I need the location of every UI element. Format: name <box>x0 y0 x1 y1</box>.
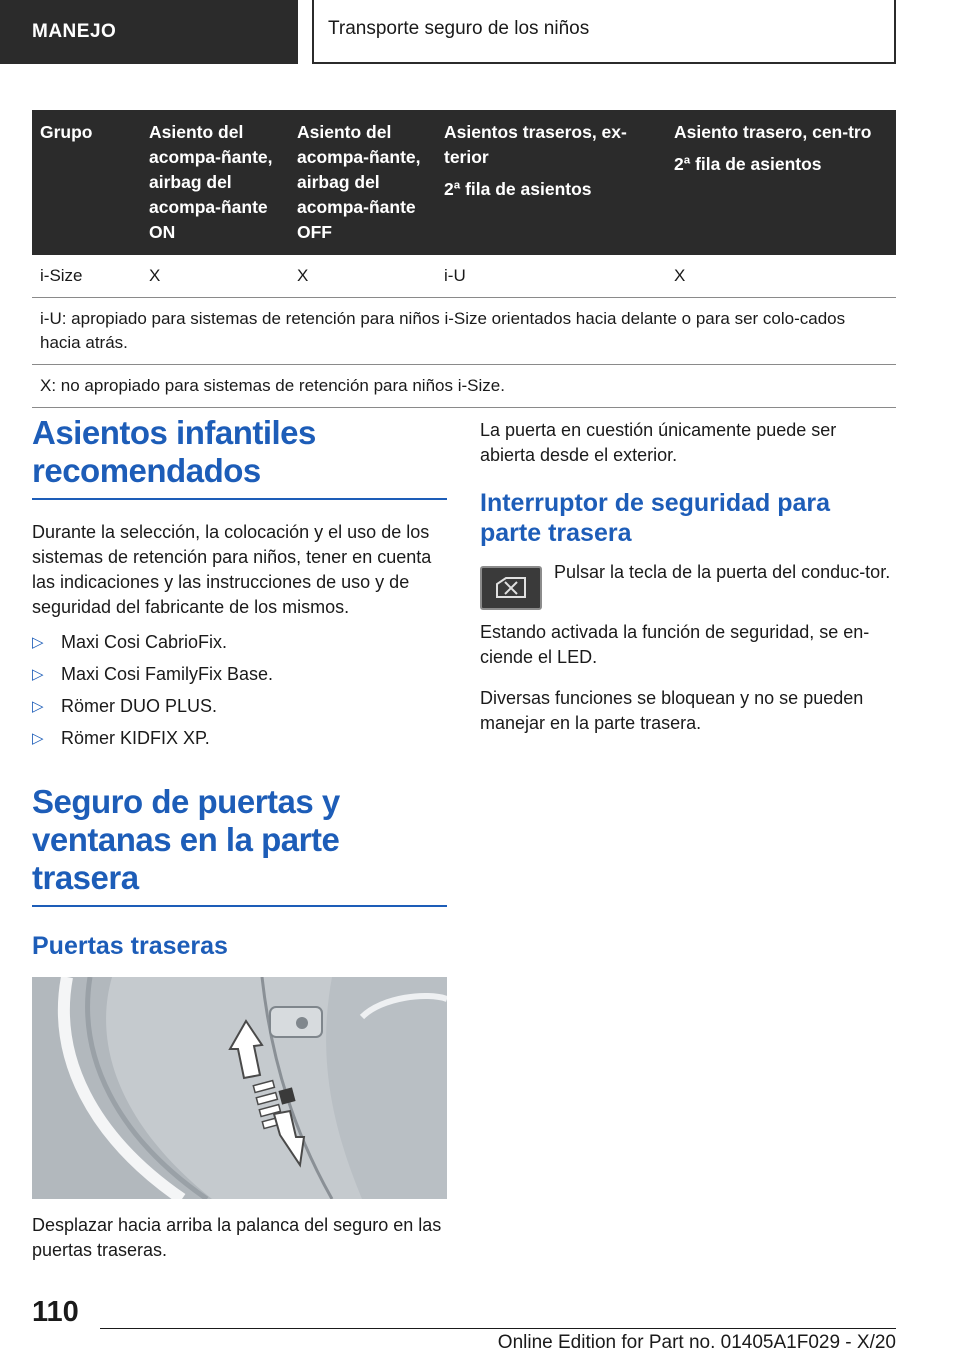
table-header-cell: Asiento del acompa-ñante, airbag del acompa-ñante ON <box>141 110 289 255</box>
header-section: MANEJO <box>0 0 298 64</box>
table-header-cell: Grupo <box>32 110 141 255</box>
table-row <box>32 255 896 298</box>
table-note-row <box>32 365 896 408</box>
recommended-seats-list <box>32 630 447 751</box>
section-title-rear-locks: Seguro de puertas y ventanas en la parte trasera <box>32 783 447 907</box>
door-open-note: La puerta en cuestión únicamente puede ser abierta desde el exterior. <box>480 420 837 465</box>
right-column <box>480 414 895 736</box>
table-header-cell: Asiento trasero, cen-tro 2ª fila de asientos <box>666 110 896 255</box>
functions-blocked-note: Diversas funciones se bloquean y no se pueden manejar en la parte trasera. <box>480 688 864 733</box>
table-note-row <box>32 298 896 365</box>
figure-caption: Desplazar hacia arriba la palanca del seguro en las puertas traseras. <box>32 1215 442 1260</box>
footer-divider <box>100 1328 896 1329</box>
table-cell: X <box>141 255 289 298</box>
table-header-row <box>32 110 896 255</box>
table-note: i-U: apropiado para sistemas de retención para niños i-Size orientados hacia delante o para ser colo-cados hacia atrás. <box>32 298 896 365</box>
list-item: ▷ Maxi Cosi CabrioFix. <box>32 630 447 655</box>
table-header-cell: Asiento del acompa-ñante, airbag del acompa-ñante OFF <box>289 110 436 255</box>
window-lock-switch-icon <box>480 566 542 610</box>
subsection-title-safety-switch: Interruptor de seguridad para parte trasera <box>480 489 831 547</box>
footer-edition: Online Edition for Part no. 01405A1F029 - X/20 <box>497 1332 896 1353</box>
press-switch-text: Pulsar la tecla de la puerta del conduc-tor. <box>554 562 891 582</box>
subsection-title-rear-doors: Puertas traseras <box>32 932 228 960</box>
door-lock-illustration <box>32 977 447 1199</box>
list-item: ▷ Römer KIDFIX XP. <box>32 726 447 751</box>
section-title-recommended-seats: Asientos infantiles recomendados <box>32 414 447 500</box>
list-item: ▷ Römer DUO PLUS. <box>32 694 447 719</box>
table-cell: X <box>666 255 896 298</box>
table-header-cell: Asientos traseros, ex-terior 2ª fila de asientos <box>436 110 666 255</box>
rear-door-lock-figure <box>32 977 447 1199</box>
table-cell: X <box>289 255 436 298</box>
list-item: ▷ Maxi Cosi FamilyFix Base. <box>32 662 447 687</box>
triangle-right-icon: ▷ <box>32 698 44 715</box>
seat-suitability-table <box>32 110 896 408</box>
triangle-right-icon: ▷ <box>32 730 44 747</box>
switch-instruction <box>480 560 895 610</box>
table-cell: i-U <box>436 255 666 298</box>
table-cell: i-Size <box>32 255 141 298</box>
intro-paragraph: Durante la selección, la colocación y el uso de los sistemas de retención para niños, tener en cuenta las indicaciones y las instrucciones de uso y de seguridad del fabricante de los mismos. <box>32 522 432 617</box>
triangle-right-icon: ▷ <box>32 634 44 651</box>
page-number: 110 <box>32 1296 79 1328</box>
left-column <box>32 414 447 1263</box>
table-note: X: no apropiado para sistemas de retención para niños i-Size. <box>32 365 896 408</box>
triangle-right-icon: ▷ <box>32 666 44 683</box>
led-note: Estando activada la función de seguridad, se en-ciende el LED. <box>480 622 870 667</box>
header-topic: Transporte seguro de los niños <box>312 0 896 64</box>
